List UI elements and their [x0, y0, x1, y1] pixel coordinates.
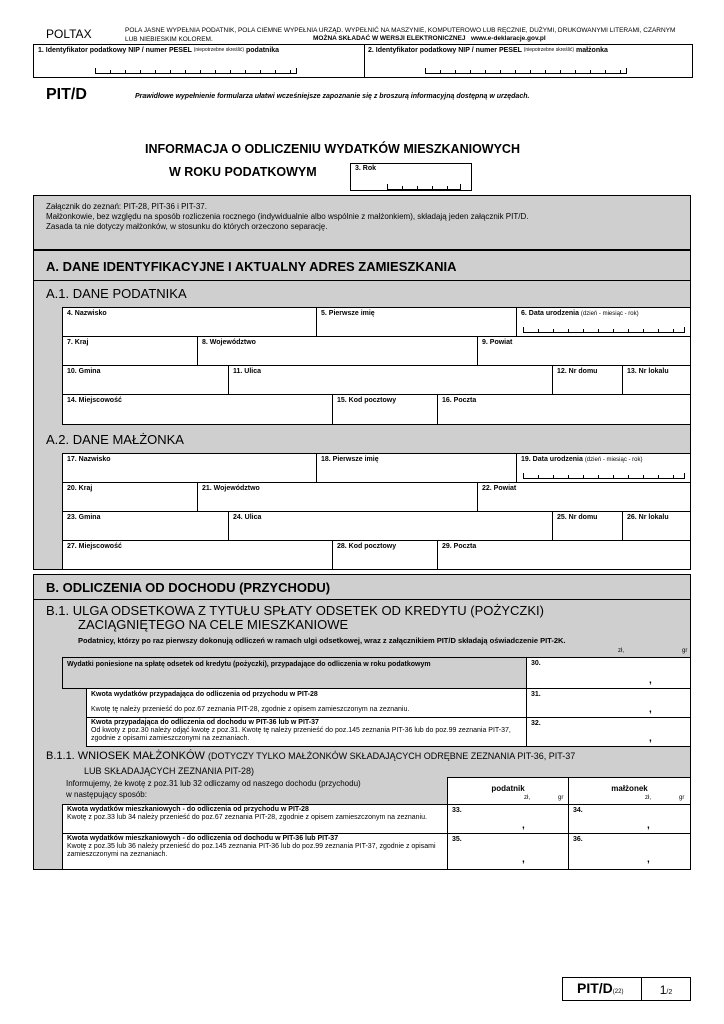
footer-page-number: 1/2	[641, 977, 691, 1001]
footer-form-code: PIT/D(22)	[562, 977, 642, 1001]
first-name-field[interactable]: 5. Pierwsze imię	[316, 307, 517, 337]
field-34[interactable]: 34. ,	[568, 804, 691, 834]
id1-label: 1. Identyfikator podatkowy NIP / numer PESEL $^{(niepotrzebne skreślić)}$ podatnika	[38, 47, 280, 54]
row-35-desc: Kwota wydatków mieszkaniowych - do odliczenia od dochodu w PIT-36 lub PIT-37 Kwotę z poz.35 lub 36 należy przenieść do poz.145 zeznania PIT-36 lub do poz.99 zeznania PIT-37, zgodnie z opisami zamieszczonymi na zeznaniach.	[62, 833, 448, 870]
electronic-note	[313, 35, 546, 42]
city-field[interactable]: 14. Miejscowość	[62, 394, 333, 425]
section-b-title: B. ODLICZENIA OD DOCHODU (PRZYCHODU)	[46, 580, 331, 595]
spouse-county-field[interactable]: 22. Powiat	[477, 482, 691, 512]
spouse-first-name-field[interactable]: 18. Pierwsze imię	[316, 453, 517, 483]
year-input[interactable]	[387, 184, 461, 190]
field-30[interactable]: 30. ,	[526, 657, 691, 689]
spouse-city-field[interactable]: 27. Miejscowość	[62, 540, 333, 570]
apartment-number-field[interactable]: 13. Nr lokalu	[622, 365, 691, 395]
municipality-field[interactable]: 10. Gmina	[62, 365, 229, 395]
intro-line: Małżonkowie, bez względu na sposób rozliczenia rocznego (indywidualnie albo wspólnie z małżonkiem), składają jeden załącznik PIT/D.	[46, 212, 529, 221]
brand: POLTAX	[46, 27, 92, 41]
county-field[interactable]: 9. Powiat	[477, 336, 691, 366]
zl-label: zł,	[618, 648, 624, 654]
gr-label: gr	[682, 648, 688, 654]
year-label: 3. Rok	[355, 165, 377, 172]
spouse-country-field[interactable]: 20. Kraj	[62, 482, 198, 512]
section-a2-title: A.2. DANE MAŁŻONKA	[46, 432, 184, 447]
birth-date-field[interactable]: 6. Data urodzenia (dzień - miesiąc - rok)	[516, 307, 691, 337]
post-office-field[interactable]: 16. Poczta	[437, 394, 691, 425]
form-note: Prawidłowe wypełnienie formularza ułatwi wcześniejsze zapoznanie się z broszurą informacyjną dostępną w urzędach.	[135, 93, 530, 100]
spouse-apartment-number-field[interactable]: 26. Nr lokalu	[622, 511, 691, 541]
col-header-malzonek: małżonek zł, gr	[568, 777, 691, 805]
section-b1-title: B.1. ULGA ODSETKOWA Z TYTUŁU SPŁATY ODSETEK OD KREDYTU (POŻYCZKI)	[46, 603, 544, 618]
row-31-desc: Kwota wydatków przypadająca do odliczenia od przychodu w PIT-28 Kwotę tę należy przenieść do poz.67 zeznania PIT-28, zgodnie z opisem zamieszczonym na zeznaniu.	[86, 688, 527, 718]
year-field[interactable]	[350, 163, 472, 191]
intro-line: Załącznik do zeznań: PIT-28, PIT-36 i PIT-37.	[46, 202, 207, 211]
form-title-year: W ROKU PODATKOWYM	[169, 165, 317, 179]
birth-date-ticks	[523, 327, 685, 333]
spouse-street-field[interactable]: 24. Ulica	[228, 511, 553, 541]
row-33-desc: Kwota wydatków mieszkaniowych - do odliczenia od przychodu w PIT-28 Kwotę z poz.33 lub 34 należy przenieść do poz.67 zeznania PIT-28, zgodnie z opisem zamieszczonym na zeznaniu.	[62, 804, 448, 834]
id2-label: 2. Identyfikator podatkowy NIP / numer PESEL $^{(niepotrzebne skreślić)}$ małżonka	[368, 47, 608, 54]
field-31[interactable]: 31. ,	[526, 688, 691, 718]
divider	[364, 44, 365, 78]
electronic-label: MOŻNA SKŁADAĆ W WERSJI ELEKTRONICZNEJ	[313, 35, 466, 42]
section-b11-text: Informujemy, że kwotę z poz.31 lub 32 odliczamy od naszego dochodu (przychodu) w następujący sposób:	[66, 779, 361, 799]
spouse-voivodeship-field[interactable]: 21. Województwo	[197, 482, 478, 512]
id1-input[interactable]	[95, 68, 297, 74]
field-32[interactable]: 32. ,	[526, 717, 691, 747]
spouse-surname-field[interactable]: 17. Nazwisko	[62, 453, 317, 483]
section-b11-sub: LUB SKŁADAJĄCYCH ZEZNANIA PIT-28)	[84, 766, 255, 776]
field-33[interactable]: 33. ,	[447, 804, 569, 834]
row-30-desc: Wydatki poniesione na spłatę odsetek od kredytu (pożyczki), przypadające do odliczenia w roku podatkowym	[62, 657, 527, 689]
section-b11-title: B.1.1. WNIOSEK MAŁŻONKÓW (DOTYCZY TYLKO MAŁŻONKÓW SKŁADAJĄCYCH ODRĘBNE ZEZNANIA PIT-36, PIT-37	[46, 750, 576, 762]
form-title: INFORMACJA O ODLICZENIU WYDATKÓW MIESZKANIOWYCH	[145, 142, 520, 156]
house-number-field[interactable]: 12. Nr domu	[552, 365, 623, 395]
section-a1-title: A.1. DANE PODATNIKA	[46, 286, 187, 301]
country-field[interactable]: 7. Kraj	[62, 336, 198, 366]
section-a-title: A. DANE IDENTYFIKACYJNE I AKTUALNY ADRES ZAMIESZKANIA	[46, 259, 457, 274]
intro-line: Zasada ta nie dotyczy małżonków, w stosunku do których orzeczono separację.	[46, 222, 328, 231]
id2-input[interactable]	[425, 68, 627, 74]
spouse-postal-code-field[interactable]: 28. Kod pocztowy	[332, 540, 438, 570]
surname-field[interactable]: 4. Nazwisko	[62, 307, 317, 337]
spouse-municipality-field[interactable]: 23. Gmina	[62, 511, 229, 541]
field-36[interactable]: 36. ,	[568, 833, 691, 870]
row-32-desc: Kwota przypadająca do odliczenia od dochodu w PIT-36 lub w PIT-37 Od kwoty z poz.30 należy odjąć kwotę z poz.31. Kwotę tę należy przenieść do poz.145 zeznania PIT-36 lub do poz.99 zeznania PIT-37, zgodnie z opisami zamieszczonymi na zeznaniach.	[86, 717, 527, 747]
spouse-birth-date-field[interactable]: 19. Data urodzenia (dzień - miesiąc - rok)	[516, 453, 691, 483]
col-header-podatnik: podatnik zł, gr	[447, 777, 569, 805]
intro-box	[33, 195, 691, 250]
website-link[interactable]: www.e-deklaracje.gov.pl	[470, 35, 546, 42]
voivodeship-field[interactable]: 8. Województwo	[197, 336, 478, 366]
spouse-house-number-field[interactable]: 25. Nr domu	[552, 511, 623, 541]
spouse-birth-date-ticks	[523, 473, 685, 479]
form-code: PIT/D	[46, 86, 87, 103]
section-b1-title-2: ZACIĄGNIĘTEGO NA CELE MIESZKANIOWE	[78, 617, 349, 632]
section-b1-note: Podatnicy, którzy po raz pierwszy dokonują odliczeń w ramach ulgi odsetkowej, wraz z załącznikiem PIT/D składają oświadczenie PIT-2K.	[78, 636, 566, 645]
fill-instruction: POLA JASNE WYPEŁNIA PODATNIK, POLA CIEMNE WYPEŁNIA URZĄD. WYPEŁNIĆ NA MASZYNIE, KOMPUTEROWO LUB RĘCZNIE, DUŻYMI, DRUKOWANYMI LITERAMI, CZARNYM LUB NIEBIESKIM KOLOREM.	[125, 27, 676, 43]
spouse-post-office-field[interactable]: 29. Poczta	[437, 540, 691, 570]
postal-code-field[interactable]: 15. Kod pocztowy	[332, 394, 438, 425]
street-field[interactable]: 11. Ulica	[228, 365, 553, 395]
field-35[interactable]: 35. ,	[447, 833, 569, 870]
